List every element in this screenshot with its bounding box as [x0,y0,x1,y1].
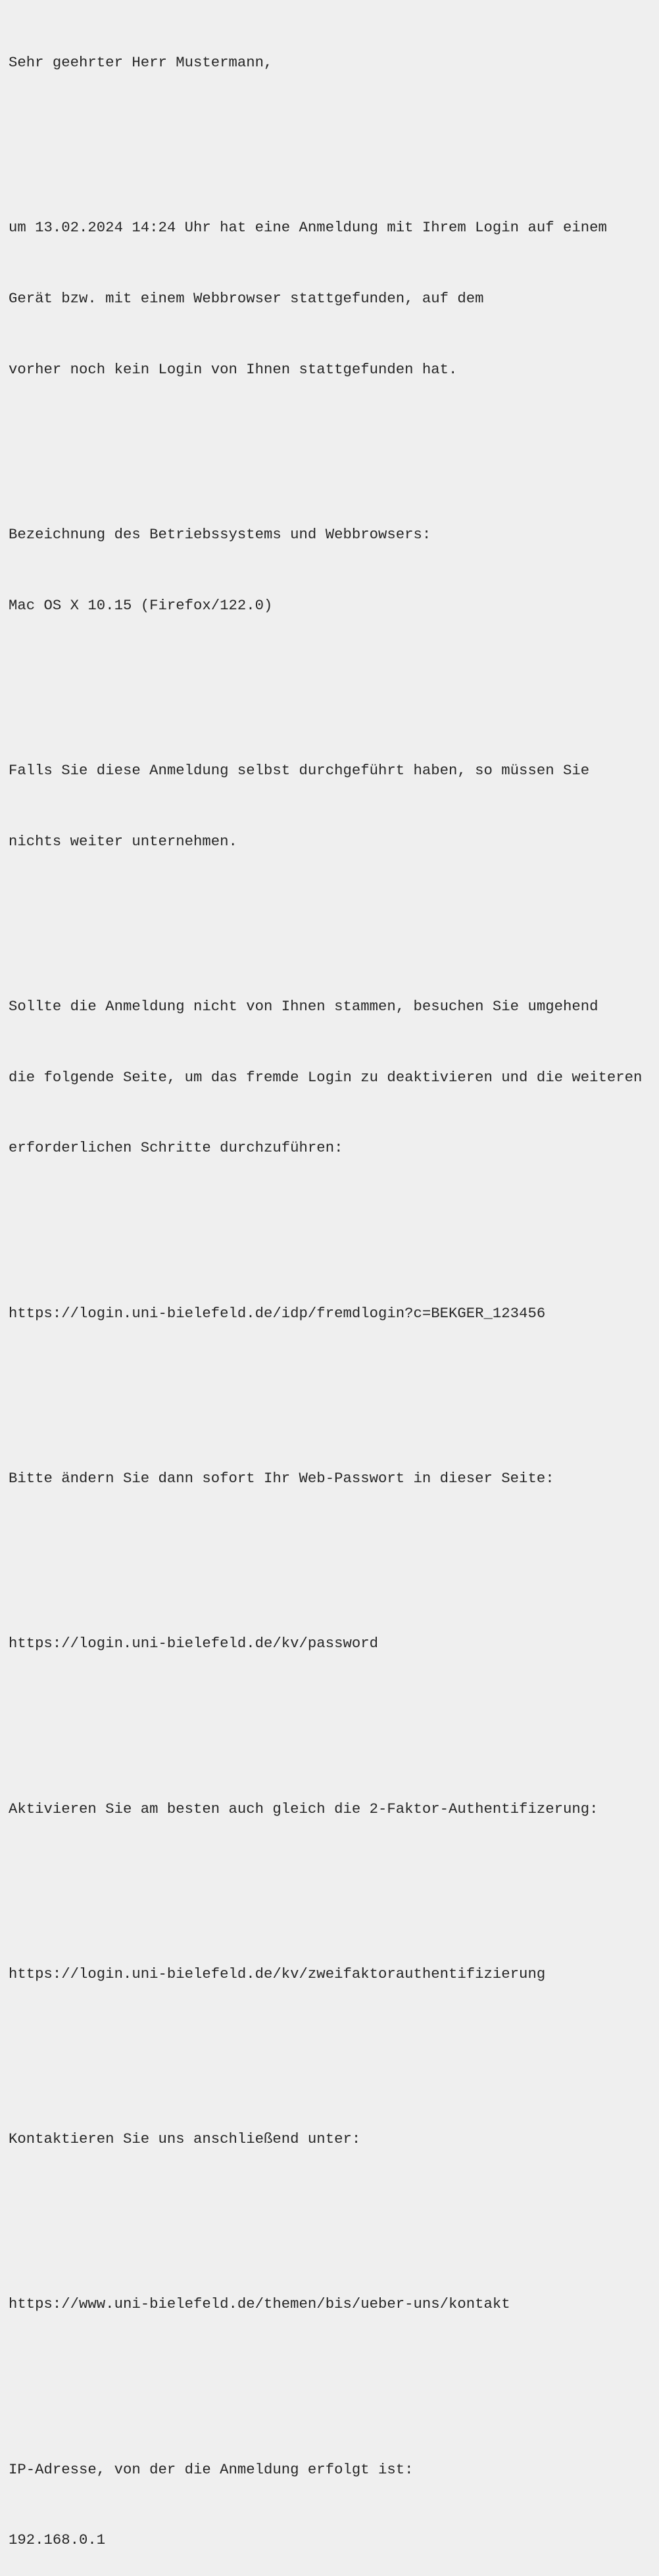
twofactor-link[interactable]: https://login.uni-bielefeld.de/kv/zweifaktorauthentifizierung [9,1965,546,1982]
foreign-login-line-1: Sollte die Anmeldung nicht von Ihnen stammen, besuchen Sie umgehend [9,997,598,1015]
fremdlogin-link[interactable]: https://login.uni-bielefeld.de/idp/fremdlogin?c=BEKGER_123456 [9,1304,546,1322]
twofactor-text: Aktivieren Sie am besten auch gleich die 2-Faktor-Authentifizerung: [9,1800,598,1817]
blank-line [9,1538,659,1562]
blank-line [9,2034,659,2057]
blank-line [9,1703,659,1727]
greeting: Sehr geehrter Herr Mustermann, [9,53,273,71]
contact-link[interactable]: https://www.uni-bielefeld.de/themen/bis/ueber-uns/kontakt [9,2295,510,2313]
system-value: Mac OS X 10.15 (Firefox/122.0) [9,596,273,614]
blank-line [9,1868,659,1892]
system-label: Bezeichnung des Betriebssystems und Webbrowsers: [9,525,431,543]
blank-line [9,429,659,452]
intro-line-1: um 13.02.2024 14:24 Uhr hat eine Anmeldung mit Ihrem Login auf einem [9,219,607,237]
ip-value: 192.168.0.1 [9,2531,106,2549]
password-link[interactable]: https://login.uni-bielefeld.de/kv/password [9,1635,378,1652]
self-login-line-2: nichts weiter unternehmen. [9,832,237,850]
intro-line-2: Gerät bzw. mit einem Webbrowser stattgefunden, auf dem [9,289,484,307]
ip-label: IP-Adresse, von der die Anmeldung erfolgt ist: [9,2460,414,2478]
foreign-login-line-3: erforderlichen Schritte durchzuführen: [9,1139,343,1157]
foreign-login-line-2: die folgende Seite, um das fremde Login zu deaktivieren und die weiteren [9,1068,643,1086]
blank-line [9,901,659,924]
intro-line-3: vorher noch kein Login von Ihnen stattgefunden hat. [9,360,458,378]
blank-line [9,2199,659,2222]
blank-line [9,1372,659,1396]
password-text: Bitte ändern Sie dann sofort Ihr Web-Passwort in dieser Seite: [9,1469,554,1487]
blank-line [9,2364,659,2387]
blank-line [9,665,659,688]
contact-text: Kontaktieren Sie uns anschließend unter: [9,2130,361,2148]
blank-line [9,122,659,146]
self-login-line-1: Falls Sie diese Anmeldung selbst durchgeführt haben, so müssen Sie [9,761,590,779]
blank-line [9,1207,659,1231]
